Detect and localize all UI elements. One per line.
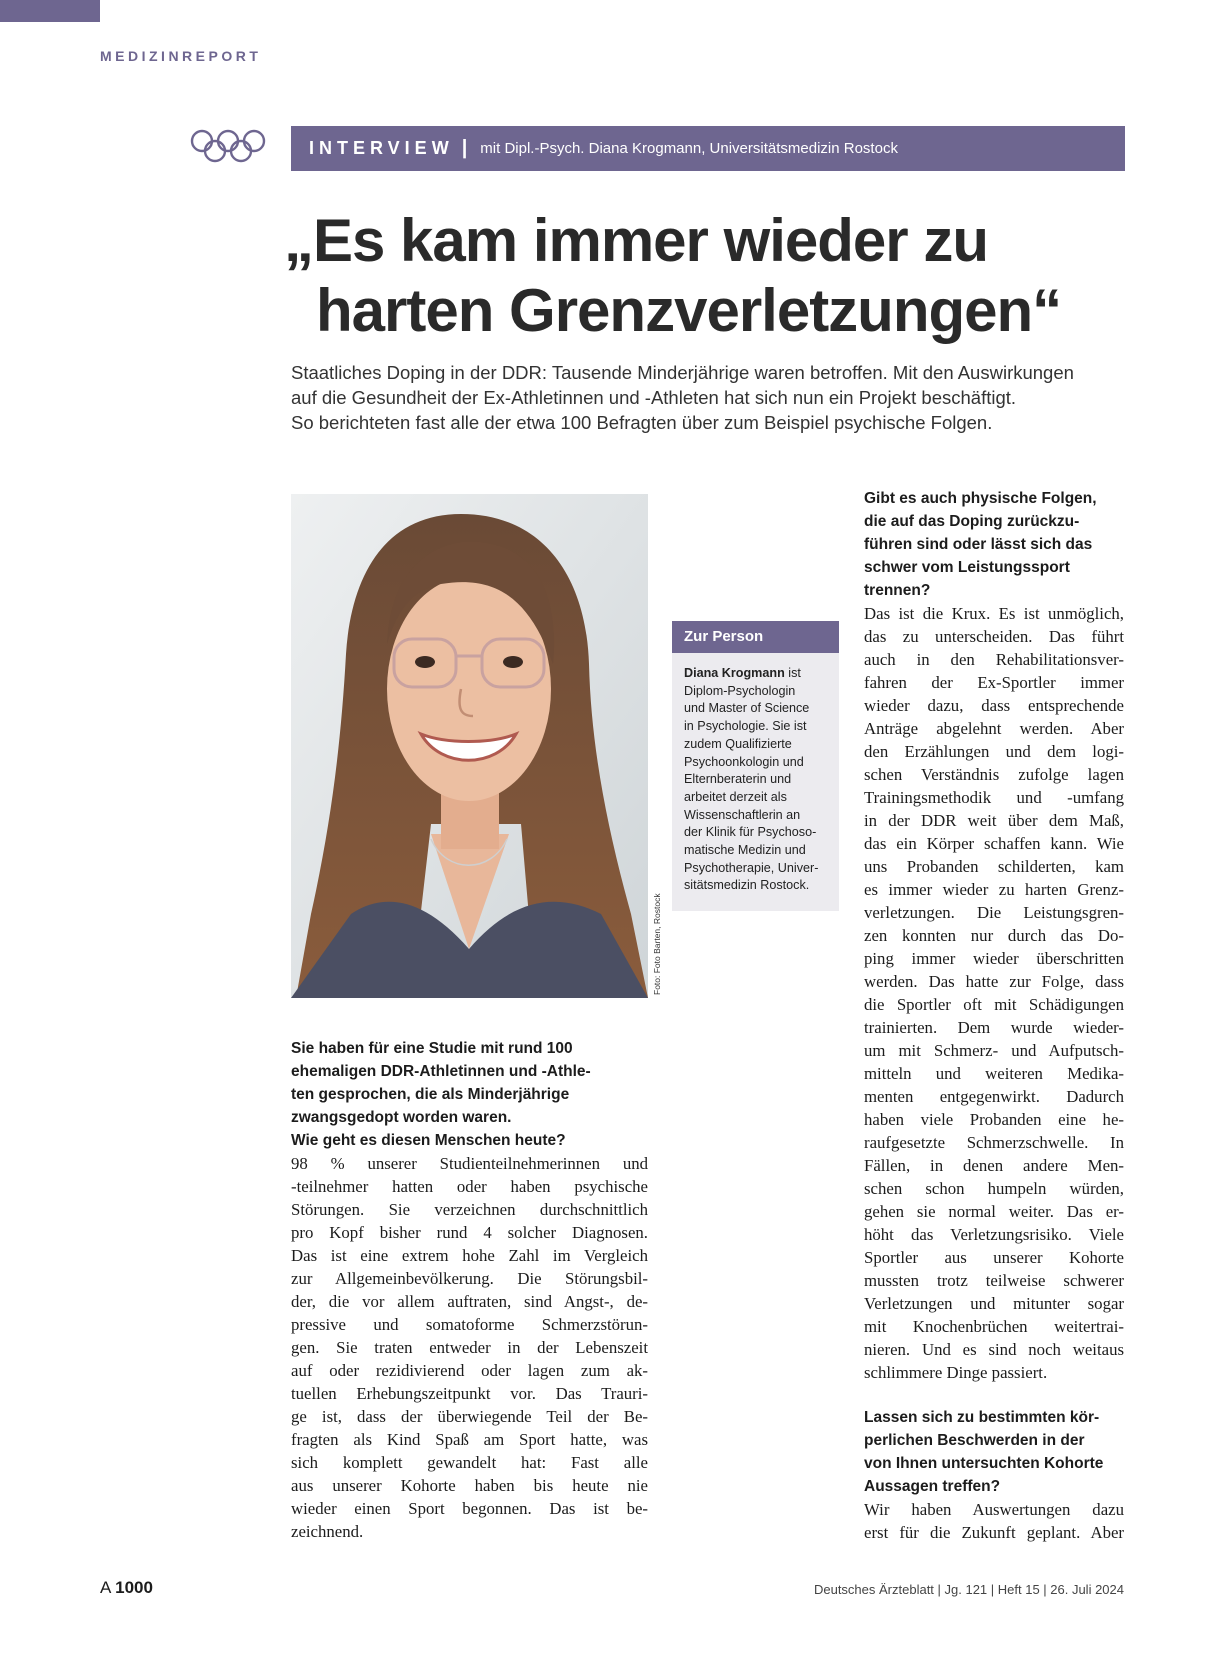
person-line: und Master of Science (684, 701, 810, 716)
person-line: Wissenschaftlerin an (684, 807, 801, 822)
answer-line: fahren der Ex-Sportler immer (864, 673, 1124, 692)
answer-3 (864, 1498, 1124, 1544)
person-first-line (684, 665, 829, 683)
answer-line: es immer wieder zu harten Grenz- (864, 880, 1124, 899)
olympic-rings-icon (190, 129, 266, 163)
answer-1 (291, 1152, 648, 1543)
page-prefix: A (100, 1578, 116, 1597)
interview-banner (291, 126, 1125, 171)
person-line: der Klinik für Psychoso- (684, 825, 817, 840)
portrait-photo (291, 494, 648, 998)
person-box-heading: Zur Person (672, 621, 839, 653)
person-line: matische Medizin und (684, 843, 806, 858)
answer-line: -teilnehmer hatten oder haben psychische (291, 1177, 648, 1196)
answer-line: Sportler aus unserer Kohorte (864, 1248, 1124, 1267)
answer-line: verletzungen. Die Leistungsgren- (864, 903, 1124, 922)
paragraph-gap (864, 1384, 1124, 1406)
answer-line: Fällen, in denen andere Men- (864, 1156, 1124, 1175)
person-name: Diana Krogmann (684, 666, 785, 680)
answer-line: zeichnend. (291, 1522, 364, 1541)
answer-line: mussten trotz teilweise schwerer (864, 1271, 1124, 1290)
answer-line: um mit Schmerz- und Aufputsch- (864, 1041, 1124, 1060)
answer-line: Anträge abgelehnt werden. Aber (864, 719, 1124, 738)
answer-line: ge ist, dass der überwiegende Teil der Be- (291, 1407, 648, 1426)
left-column (291, 1037, 648, 1543)
answer-line: menten entgegenwirkt. Dadurch (864, 1087, 1124, 1106)
answer-line: schen schon humpeln würden, (864, 1179, 1124, 1198)
answer-line: Das ist eine extrem hohe Zahl im Vergleich (291, 1246, 648, 1265)
answer-line: nieren. Und es sind noch weitaus (864, 1340, 1124, 1359)
answer-line: tuellen Erhebungszeitpunkt vor. Das Trauri- (291, 1384, 648, 1403)
answer-line: werden. Das hatte zur Folge, dass (864, 972, 1124, 991)
lead-line: Staatliches Doping in der DDR: Tausende Minderjährige waren betroffen. Mit den Auswirkungen (291, 362, 1074, 383)
answer-line: die Sportler oft mit Schädigungen (864, 995, 1124, 1014)
question-line: Lassen sich zu bestimmten kör- (864, 1409, 1100, 1426)
question-line: zwangsgedopt worden waren. (291, 1109, 512, 1126)
page-number (100, 1578, 153, 1598)
answer-line: aus unserer Kohorte haben bis heute nie (291, 1476, 648, 1495)
answer-2 (864, 602, 1124, 1384)
person-box-text (672, 653, 839, 895)
person-info-box (672, 621, 839, 911)
answer-line: sich komplett gewandelt hat: Fast alle (291, 1453, 648, 1472)
question-line: Aussagen treffen? (864, 1478, 1001, 1495)
person-line: arbeitet derzeit als (684, 789, 787, 804)
person-first-line-rest: ist (784, 666, 801, 680)
person-line: in Psychologie. Sie ist (684, 719, 807, 734)
interview-kicker: INTERVIEW (309, 138, 454, 158)
person-line: Elternberaterin und (684, 772, 792, 787)
headline-line-1: „Es kam immer wieder zu (284, 207, 988, 274)
answer-line: mitteln und weiteren Medika- (864, 1064, 1124, 1083)
question-line: von Ihnen untersuchten Kohorte (864, 1455, 1104, 1472)
answer-line: Störungen. Sie verzeichnen durchschnittlich (291, 1200, 648, 1219)
journal-reference: Deutsches Ärzteblatt | Jg. 121 | Heft 15 | 26. Juli 2024 (813, 1582, 1124, 1597)
answer-line: den Erzählungen und dem logi- (864, 742, 1124, 761)
answer-line: schlimmere Dinge passiert. (864, 1363, 1048, 1382)
question-line: Gibt es auch physische Folgen, (864, 490, 1097, 507)
answer-line: gehen sie normal weiter. Das er- (864, 1202, 1124, 1221)
question-line: führen sind oder lässt sich das (864, 536, 1093, 553)
question-3 (864, 1406, 1124, 1498)
lead-line: auf die Gesundheit der Ex-Athletinnen und -Athleten hat sich nun ein Projekt beschäftigt. (291, 387, 1017, 408)
question-line: ehemaligen DDR-Athletinnen und -Athle- (291, 1063, 591, 1080)
answer-line: trainierten. Dem wurde wieder- (864, 1018, 1124, 1037)
page-number-value: 1000 (115, 1578, 153, 1597)
answer-line: fragten als Kind Spaß am Sport hatte, was (291, 1430, 648, 1449)
answer-line: schen Verständnis zufolge lagen (864, 765, 1124, 784)
article-lead (291, 360, 1141, 435)
person-line: Psychotherapie, Univer- (684, 860, 819, 875)
answer-line: pressive und somatoforme Schmerzstörun- (291, 1315, 648, 1334)
question-line: ten gesprochen, die als Minderjährige (291, 1086, 570, 1103)
section-label: MEDIZINREPORT (100, 48, 262, 64)
lead-line: So berichteten fast alle der etwa 100 Befragten über zum Beispiel psychische Folgen. (291, 412, 993, 433)
photo-credit: Foto: Foto Barten, Rostock (652, 893, 662, 995)
headline-line-2: harten Grenzverletzungen“ (316, 277, 1062, 344)
answer-line: uns Probanden schilderten, kam (864, 857, 1124, 876)
question-line: Sie haben für eine Studie mit rund 100 (291, 1040, 573, 1057)
article-headline (284, 206, 1144, 346)
answer-line: Trainingsmethodik und -umfang (864, 788, 1124, 807)
answer-line: 98 % unserer Studienteilnehmerinnen und (291, 1154, 648, 1173)
answer-line: erst für die Zukunft geplant. Aber (864, 1523, 1124, 1542)
answer-line: das ein Körper schaffen kann. Wie (864, 834, 1124, 853)
answer-line: pro Kopf bisher rund 4 solcher Diagnosen. (291, 1223, 648, 1242)
answer-line: in der DDR weit über dem Maß, (864, 811, 1124, 830)
question-line: schwer vom Leistungssport (864, 559, 1070, 576)
person-line: sitätsmedizin Rostock. (684, 878, 810, 893)
question-1 (291, 1037, 648, 1152)
answer-line: ping immer wieder überschritten (864, 949, 1124, 968)
interview-subtitle: mit Dipl.-Psych. Diana Krogmann, Universitätsmedizin Rostock (480, 140, 898, 157)
answer-line: das zu unterscheiden. Das führt (864, 627, 1124, 646)
answer-line: haben viele Probanden eine he- (864, 1110, 1124, 1129)
answer-line: Wir haben Auswertungen dazu (864, 1500, 1124, 1519)
interview-separator: | (461, 137, 468, 159)
answer-line: Verletzungen und mitunter sogar (864, 1294, 1124, 1313)
answer-line: auf oder rezidivierend oder lagen zum ak- (291, 1361, 648, 1380)
answer-line: raufgesetzte Schmerzschwelle. In (864, 1133, 1124, 1152)
answer-line: wieder einen Sport begonnen. Das ist be- (291, 1499, 648, 1518)
corner-accent-bar (0, 0, 100, 22)
question-line: Wie geht es diesen Menschen heute? (291, 1132, 566, 1149)
right-column (864, 487, 1124, 1544)
answer-line: wieder dazu, dass entsprechende (864, 696, 1124, 715)
person-line: zudem Qualifizierte (684, 736, 792, 751)
answer-line: Das ist die Krux. Es ist unmöglich, (864, 604, 1124, 623)
answer-line: zen konnten nur durch das Do- (864, 926, 1124, 945)
person-line: Psychoonkologin und (684, 754, 804, 769)
question-line: trennen? (864, 582, 931, 599)
answer-line: zur Allgemeinbevölkerung. Die Störungsbil- (291, 1269, 648, 1288)
answer-line: der, die vor allem auftraten, sind Angst-, de- (291, 1292, 648, 1311)
answer-line: auch in den Rehabilitationsver- (864, 650, 1124, 669)
person-line: Diplom-Psychologin (684, 683, 796, 698)
answer-line: mit Knochenbrüchen weitertrai- (864, 1317, 1124, 1336)
question-2 (864, 487, 1124, 602)
answer-line: höht das Verletzungsrisiko. Viele (864, 1225, 1124, 1244)
question-line: perlichen Beschwerden in der (864, 1432, 1085, 1449)
question-line: die auf das Doping zurückzu- (864, 513, 1080, 530)
answer-line: gen. Sie traten entweder in der Lebenszeit (291, 1338, 648, 1357)
